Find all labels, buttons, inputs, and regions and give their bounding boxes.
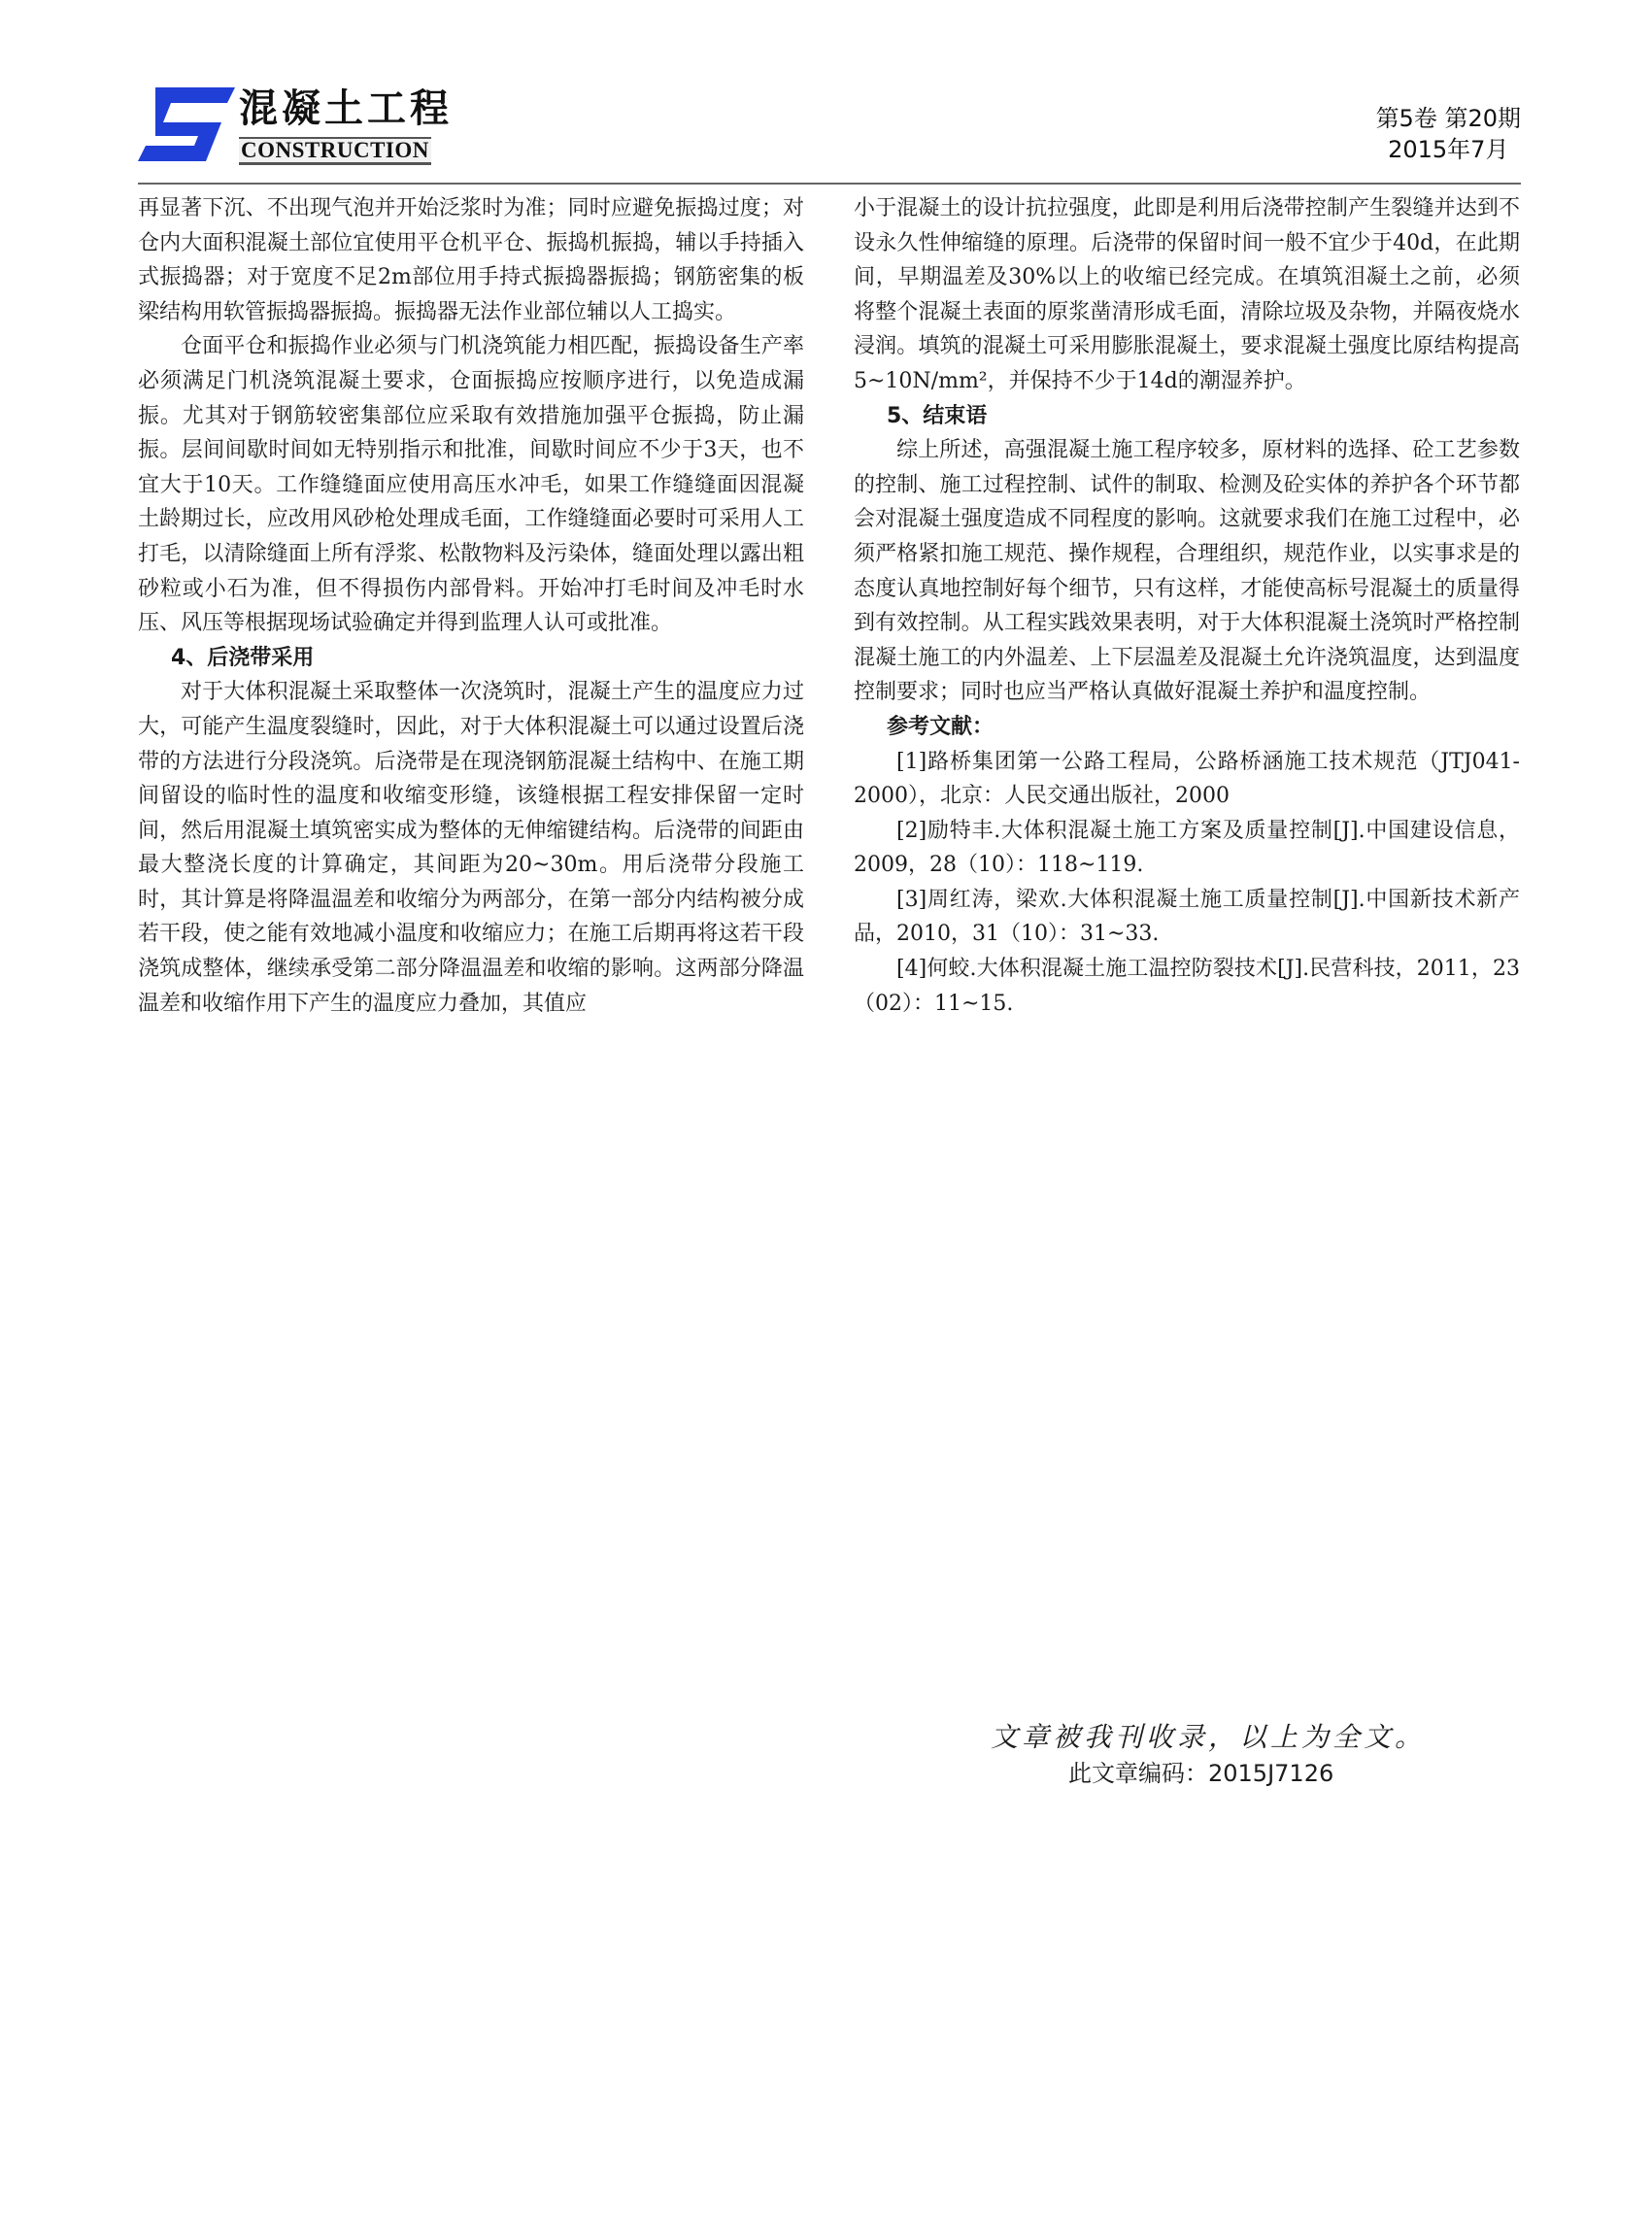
paragraph: 再显著下沉、不出现气泡并开始泛浆时为准；同时应避免振捣过度；对仓内大面积混凝土部位宜使用平仓机平仓、振捣机振捣，辅以手持插入式振捣器；对于宽度不足2m部位用手持式振捣器振捣；钢筋密集的板梁结构用软管振捣器振捣。振捣器无法作业部位辅以人工捣实。 — [138, 196, 804, 324]
paragraph: 小于混凝土的设计抗拉强度，此即是利用后浇带控制产生裂缝并达到不设永久性伸缩缝的原理。后浇带的保留时间一般不宜少于40d，在此期间，早期温差及30%以上的收缩已经完成。在填筑泪凝土之前，必须将整个混凝土表面的原浆凿清形成毛面，清除垃圾及杂物，并隔夜烧水浸润。填筑的混凝土可采用膨胀混凝土，要求混凝土强度比原结构提高5~10N/mm²，并保持不少于14d的潮湿养护。 — [854, 196, 1520, 393]
references-heading: 参考文献： — [887, 714, 995, 739]
page-header — [138, 76, 1521, 185]
issue-date: 2015年7月 — [1388, 136, 1509, 163]
acceptance-statement: 文章被我刊收录，以上为全文。 — [991, 1721, 1427, 1753]
right-column — [854, 191, 1520, 1021]
header-divider — [138, 183, 1521, 185]
reference-item: [2]励特丰.大体积混凝土施工方案及质量控制[J].中国建设信息，2009，28（10）：118~119. — [854, 818, 1520, 878]
paragraph: 对于大体积混凝土采取整体一次浇筑时，混凝土产生的温度应力过大，可能产生温度裂缝时，因此，对于大体积混凝土可以通过设置后浇带的方法进行分段浇筑。后浇带是在现浇钢筋混凝土结构中、在施工期间留设的临时性的温度和收缩变形缝，该缝根据工程安排保留一定时间，然后用混凝土填筑密实成为整体的无伸缩键结构。后浇带的间距由最大整浇长度的计算确定，其间距为20~30m。用后浇带分段施工时，其计算是将降温温差和收缩分为两部分，在第一部分内结构被分成若干段，使之能有效地减小温度和收缩应力；在施工后期再将这若干段浇筑成整体，继续承受第二部分降温温差和收缩的影响。这两部分降温温差和收缩作用下产生的温度应力叠加，其值应 — [138, 680, 804, 1016]
journal-logo-icon — [138, 85, 235, 163]
section-heading: 4、后浇带采用 — [171, 645, 315, 670]
acceptance-note — [991, 1719, 1496, 1791]
paragraph: 综上所述，高强混凝土施工程序较多，原材料的选择、砼工艺参数的控制、施工过程控制、试件的制取、检测及砼实体的养护各个环节都会对混凝土强度造成不同程度的影响。这就要求我们在施工过程中，必须严格紧扣施工规范、操作规程，合理组织，规范作业，以实事求是的态度认真地控制好每个细节，只有这样，才能使高标号混凝土的质量得到有效控制。从工程实践效果表明，对于大体积混凝土浇筑时严格控制混凝土施工的内外温差、上下层温差及混凝土允许浇筑温度，达到温度控制要求；同时也应当严格认真做好混凝土养护和温度控制。 — [854, 438, 1520, 705]
logo-english-title: CONSTRUCTION — [239, 137, 431, 165]
reference-item: [3]周红涛，梁欢.大体积混凝土施工质量控制[J].中国新技术新产品，2010，31（10）：31~33. — [854, 887, 1520, 947]
issue-info — [1376, 103, 1521, 165]
left-column — [138, 191, 804, 1021]
logo-chinese-title: 混凝土工程 — [239, 86, 453, 131]
section-heading: 5、结束语 — [887, 403, 988, 428]
paragraph: 仓面平仓和振捣作业必须与门机浇筑能力相匹配，振捣设备生产率必须满足门机浇筑混凝土要求，仓面振捣应按顺序进行，以免造成漏振。尤其对于钢筋较密集部位应采取有效措施加强平仓振捣，防止漏振。层间间歇时间如无特别指示和批准，间歇时间应不少于3天，也不宜大于10天。工作缝缝面应使用高压水冲毛，如果工作缝缝面因混凝土龄期过长，应改用风砂枪处理成毛面，工作缝缝面必要时可采用人工打毛，以清除缝面上所有浮浆、松散物料及污染体，缝面处理以露出粗砂粒或小石为准，但不得损伤内部骨料。开始冲打毛时间及冲毛时水压、风压等根据现场试验确定并得到监理人认可或批准。 — [138, 334, 804, 636]
article-code: 此文章编码：2015J7126 — [1068, 1760, 1334, 1787]
reference-item: [1]路桥集团第一公路工程局，公路桥涵施工技术规范（JTJ041-2000），北京：人民交通出版社，2000 — [854, 749, 1520, 809]
volume-issue: 第5卷 第20期 — [1375, 105, 1521, 132]
reference-item: [4]何蛟.大体积混凝土施工温控防裂技术[J].民营科技，2011，23（02）：11~15. — [854, 957, 1520, 1016]
